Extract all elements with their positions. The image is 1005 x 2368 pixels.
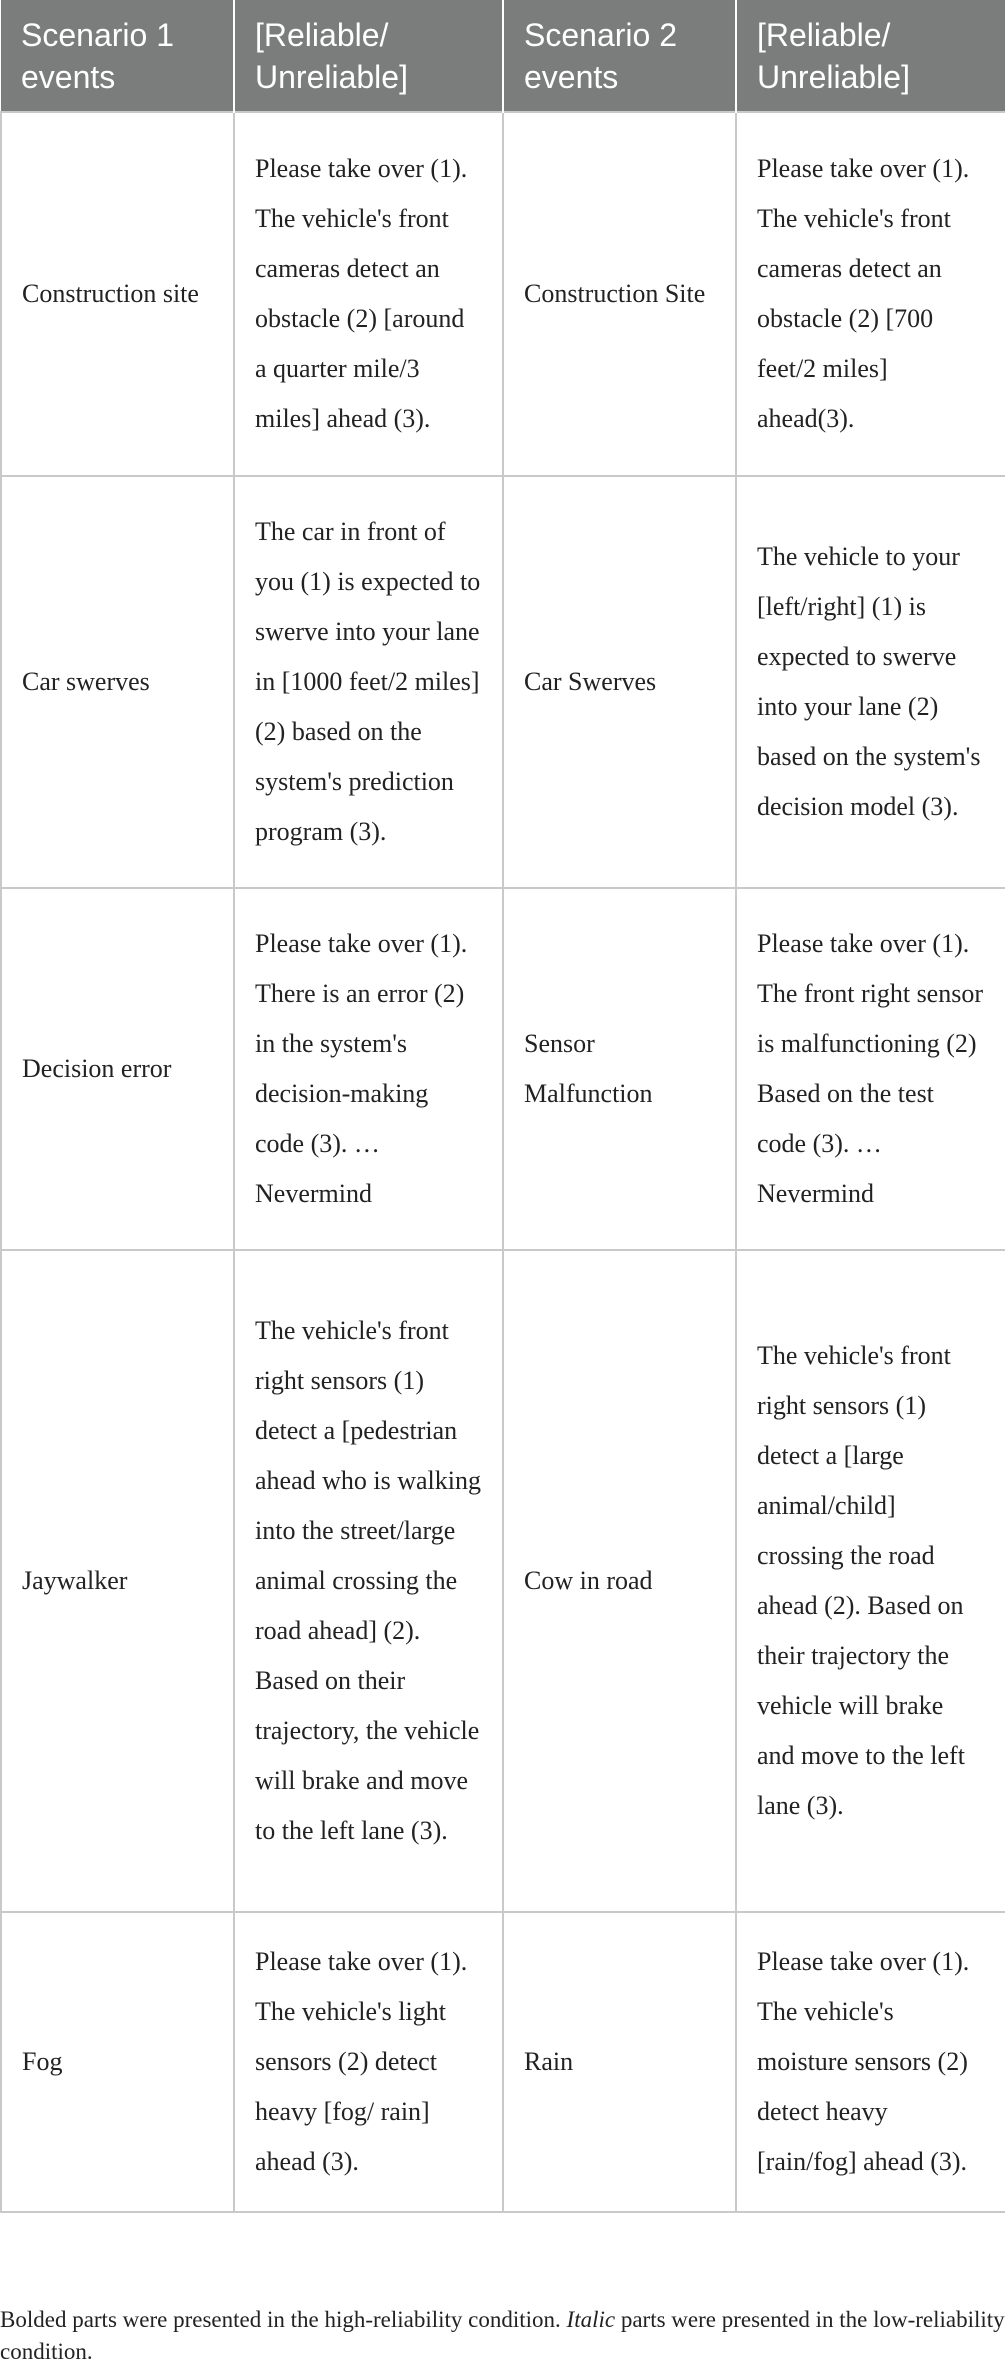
scenario-1-message: Please take over (1). There is an error (2) in the system's decision-making code (3). …Nevermind [234,888,503,1250]
header-scenario-2-reliability: [Reliable/ Unreliable] [736,0,1005,112]
table-row [1,1250,1005,1912]
table-row [1,1912,1005,2212]
scenario-1-message: Please take over (1). The vehicle's light sensors (2) detect heavy [fog/ rain] ahead (3). [234,1912,503,2212]
table-header [1,0,1005,112]
footnote-bold-note: Bolded parts were presented in the high-reliability condition. [0,2307,561,2332]
scenario-1-event: Jaywalker [1,1250,234,1912]
scenario-2-event: Sensor Malfunction [503,888,736,1250]
scenario-2-message: Please take over (1). The vehicle's front cameras detect an obstacle (2) [700 feet/2 miles] ahead(3). [736,112,1005,476]
scenario-2-event: Car Swerves [503,476,736,888]
table-row [1,888,1005,1250]
scenario-1-event: Decision error [1,888,234,1250]
scenario-2-message: The vehicle's front right sensors (1) detect a [large animal/child] crossing the road ahead (2). Based on their trajectory the vehicle will brake and move to the left lane (3). [736,1250,1005,1912]
scenario-2-event: Construction Site [503,112,736,476]
header-scenario-1-events: Scenario 1 events [1,0,234,112]
scenario-1-event: Fog [1,1912,234,2212]
scenario-2-event: Cow in road [503,1250,736,1912]
header-scenario-1-reliability: [Reliable/ Unreliable] [234,0,503,112]
scenario-1-event: Car swerves [1,476,234,888]
header-row [1,0,1005,112]
header-scenario-2-events: Scenario 2 events [503,0,736,112]
table-footnote [0,2304,1005,2368]
scenario-1-message: Please take over (1). The vehicle's front cameras detect an obstacle (2) [around a quarter mile/3 miles] ahead (3). [234,112,503,476]
scenario-2-message: The vehicle to your [left/right] (1) is expected to swerve into your lane (2) based on the system's decision model (3). [736,476,1005,888]
table-row [1,112,1005,476]
scenario-1-event: Construction site [1,112,234,476]
footnote-italic-note: parts were presented in the low-reliability condition. [0,2307,1005,2364]
table-body [1,112,1005,2212]
scenario-1-message: The vehicle's front right sensors (1) detect a [pedestrian ahead who is walking into the street/large animal crossing the road ahead] (2). Based on their trajectory, the vehicle will brake and move to the left lane (3). [234,1250,503,1912]
footnote-italic-word: Italic [566,2307,616,2332]
scenario-2-event: Rain [503,1912,736,2212]
scenario-2-message: Please take over (1). The vehicle's moisture sensors (2) detect heavy [rain/fog] ahead (3). [736,1912,1005,2212]
scenario-2-message: Please take over (1). The front right sensor is malfunctioning (2) Based on the test code (3). …Nevermind [736,888,1005,1250]
scenario-1-message: The car in front of you (1) is expected to swerve into your lane in [1000 feet/2 miles] (2) based on the system's prediction program (3). [234,476,503,888]
table-row [1,476,1005,888]
